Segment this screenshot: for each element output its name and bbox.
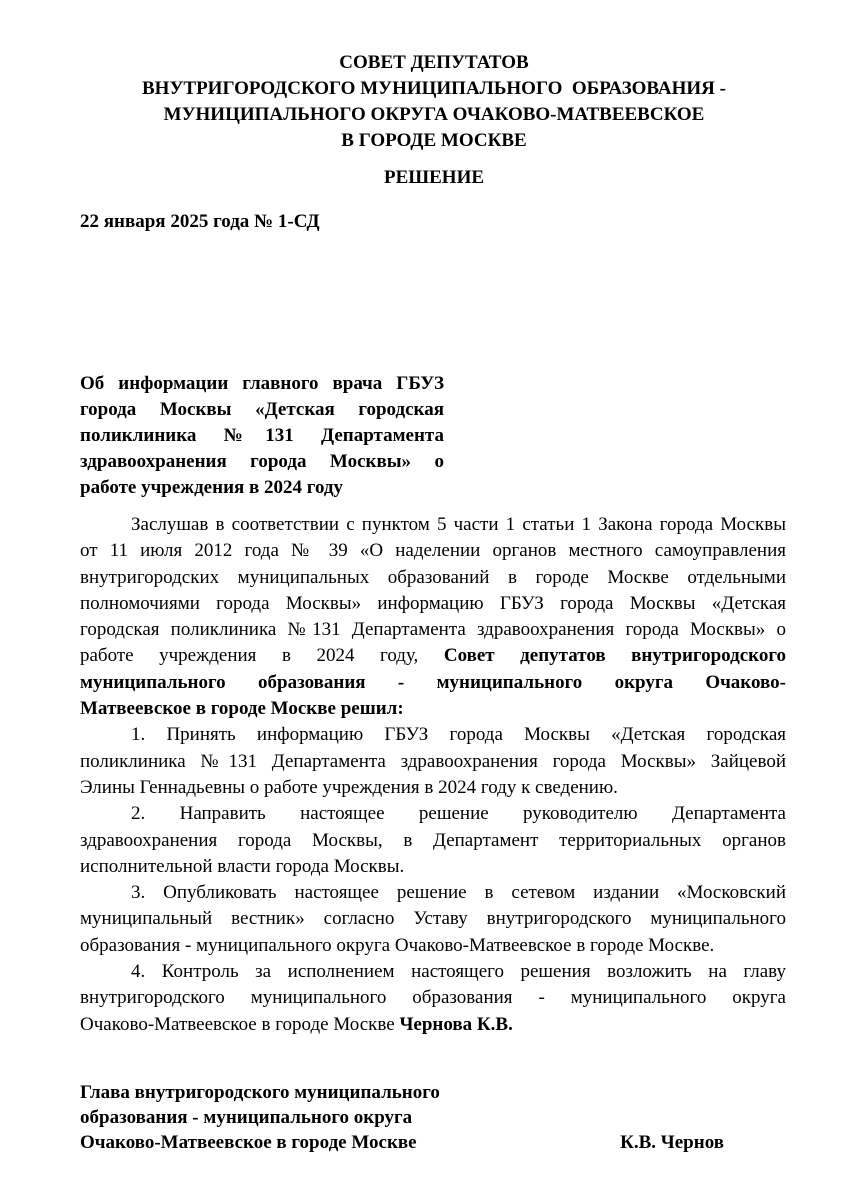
- item-4-line-1: 4. Контроль за исполнением настоящего решения возложить на главу: [131, 961, 786, 983]
- subject-line-4: здравоохранения города Москвы» о: [80, 451, 444, 472]
- header-line-2: ВНУТРИГОРОДСКОГО МУНИЦИПАЛЬНОГО ОБРАЗОВАНИЯ -: [142, 78, 726, 99]
- signature-title-line-2: образования - муниципального округа: [80, 1107, 413, 1128]
- signature-block: [80, 1080, 730, 1155]
- signature-title-line-3: Очаково-Матвеевское в городе Москве: [80, 1132, 417, 1153]
- date-number: 22 января 2025 года № 1-СД: [80, 211, 320, 232]
- item-4-line-3-plain: Очаково-Матвеевское в городе Москве: [80, 1013, 395, 1035]
- preamble-line-8: Матвеевское в городе Москве решил:: [80, 698, 404, 720]
- item-3-line-2: муниципальный вестник» согласно Уставу внутригородского муниципального: [80, 908, 786, 930]
- item-1-line-1: 1. Принять информацию ГБУЗ города Москвы «Детская городская: [131, 724, 786, 746]
- header-line-3: МУНИЦИПАЛЬНОГО ОКРУГА ОЧАКОВО-МАТВЕЕВСКОЕ: [163, 104, 705, 125]
- preamble-line-3: внутригородских муниципальных образований в городе Москве отдельными: [80, 566, 786, 588]
- decision-subject: [80, 371, 444, 501]
- header-line-4: В ГОРОДЕ МОСКВЕ: [341, 130, 527, 151]
- item-2-line-2: здравоохранения города Москвы, в Департамент территориальных органов: [80, 829, 786, 851]
- signature-title-line-1: Глава внутригородского муниципального: [80, 1082, 440, 1103]
- subject-line-5: работе учреждения в 2024 году: [80, 477, 344, 498]
- signatory-name: К.В. Чернов: [620, 1132, 724, 1153]
- subject-line-1: Об информации главного врача ГБУЗ: [80, 373, 444, 394]
- decision-body: [80, 512, 786, 1038]
- item-3-line-3: образования - муниципального округа Очаково-Матвеевское в городе Москве.: [80, 934, 715, 956]
- item-4-line-2: внутригородского муниципального образования - муниципального округа: [80, 987, 786, 1009]
- preamble-line-7: муниципального образования - муниципального округа Очаково-: [80, 671, 786, 693]
- preamble-line-5: городская поликлиника №131 Департамента здравоохранения города Москвы» о: [80, 619, 786, 641]
- item-1-line-2: поликлиника №131 Департамента здравоохранения города Москвы» Зайцевой: [80, 750, 786, 772]
- item-3-line-1: 3. Опубликовать настоящее решение в сетевом издании «Московский: [131, 882, 786, 904]
- item-2-line-3: исполнительной власти города Москвы.: [80, 855, 405, 877]
- item-4-line-3-bold: Чернова К.В.: [399, 1013, 513, 1035]
- preamble-line-6: [80, 643, 786, 669]
- item-1-line-3: Элины Геннадьевны о работе учреждения в 2024 году к сведению.: [80, 776, 618, 798]
- subject-line-3: поликлиника №131 Департамента: [80, 425, 444, 446]
- header-line-1: СОВЕТ ДЕПУТАТОВ: [339, 52, 529, 73]
- preamble-line-2: от 11 июля 2012 года № 39 «О наделении органов местного самоуправления: [80, 540, 786, 562]
- decision-title: РЕШЕНИЕ: [383, 167, 485, 188]
- item-4-line-3: [80, 1012, 786, 1038]
- item-2-line-1: 2. Направить настоящее решение руководителю Департамента: [131, 803, 786, 825]
- preamble-line-6-bold: Совет депутатов внутригородского: [443, 645, 787, 667]
- preamble-line-1: Заслушав в соответствии с пунктом 5 части 1 статьи 1 Закона города Москвы: [131, 514, 786, 535]
- subject-line-2: города Москвы «Детская городская: [80, 399, 444, 420]
- preamble-line-4: полномочиями города Москвы» информацию ГБУЗ города Москвы «Детская: [80, 592, 786, 614]
- preamble-line-6-plain: работе учреждения в 2024 году,: [80, 645, 419, 667]
- document-header: [0, 50, 848, 154]
